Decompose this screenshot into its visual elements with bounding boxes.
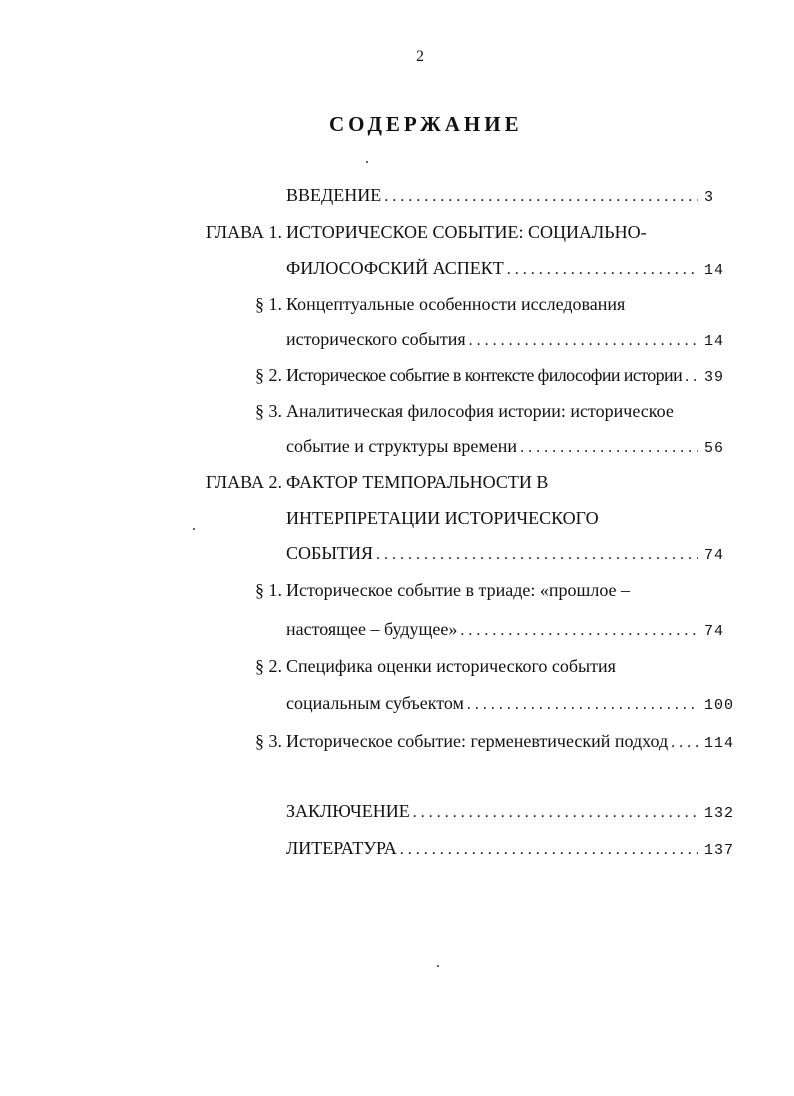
page-number: 2 bbox=[416, 48, 424, 65]
toc-entry-section-2-3[interactable] bbox=[286, 728, 738, 754]
scan-speck bbox=[366, 161, 368, 163]
section-title-line: Аналитическая философия истории: историческое bbox=[286, 401, 674, 421]
leader-dots bbox=[469, 328, 698, 354]
leader-dots bbox=[671, 730, 698, 756]
section-title-line: Историческое событие в триаде: «прошлое – bbox=[286, 580, 631, 600]
toc-entry-section-2-2[interactable] bbox=[286, 690, 738, 716]
toc-entry-label: ЛИТЕРАТУРА bbox=[286, 838, 397, 858]
toc-page-number: 14 bbox=[704, 262, 725, 279]
toc-entry-label: социальным субъектом bbox=[286, 693, 464, 713]
toc-entry-label: исторического события bbox=[286, 329, 466, 349]
toc-entry-section-1-2[interactable] bbox=[286, 362, 738, 388]
toc-entry-label: ВВЕДЕНИЕ bbox=[286, 185, 382, 205]
section-prefix: § 3. bbox=[255, 731, 282, 751]
toc-entry-chapter-2[interactable] bbox=[286, 540, 738, 566]
toc-entry-intro[interactable] bbox=[286, 182, 738, 208]
toc-page-number: 39 bbox=[704, 369, 725, 386]
leader-dots bbox=[520, 435, 698, 461]
toc-entry-label: ФИЛОСОФСКИЙ АСПЕКТ bbox=[286, 258, 504, 278]
toc-page-number: 56 bbox=[704, 440, 725, 457]
toc-entry-section-1-1[interactable] bbox=[286, 326, 738, 352]
section-prefix: § 2. bbox=[255, 365, 282, 385]
toc-entry-section-1-3[interactable] bbox=[286, 433, 738, 459]
leader-dots bbox=[460, 618, 698, 644]
toc-page-number: 74 bbox=[704, 547, 725, 564]
chapter-title-line: ИНТЕРПРЕТАЦИИ ИСТОРИЧЕСКОГО bbox=[286, 508, 599, 528]
page-title: СОДЕРЖАНИЕ bbox=[329, 112, 523, 136]
toc-entry-literature[interactable] bbox=[286, 835, 738, 861]
scan-speck bbox=[437, 965, 439, 967]
toc-entry-label: Историческое событие: герменевтический подход bbox=[286, 731, 669, 751]
chapter-prefix: ГЛАВА 1. bbox=[205, 222, 282, 242]
chapter-prefix: ГЛАВА 2. bbox=[205, 472, 282, 492]
toc-page-number: 137 bbox=[704, 842, 735, 859]
section-prefix: § 3. bbox=[255, 401, 282, 421]
section-prefix: § 1. bbox=[255, 294, 282, 314]
toc-page-number: 3 bbox=[704, 189, 715, 206]
leader-dots bbox=[376, 542, 698, 568]
section-title-line: Концептуальные особенности исследования bbox=[286, 294, 626, 314]
leader-dots bbox=[413, 800, 698, 826]
leader-dots bbox=[685, 364, 698, 390]
toc-entry-conclusion[interactable] bbox=[286, 798, 738, 824]
leader-dots bbox=[467, 692, 698, 718]
section-prefix: § 1. bbox=[255, 580, 282, 600]
toc-entry-label: настоящее – будущее» bbox=[286, 619, 458, 639]
toc-page-number: 114 bbox=[704, 735, 735, 752]
toc-page-number: 132 bbox=[704, 805, 735, 822]
chapter-title-line: ИСТОРИЧЕСКОЕ СОБЫТИЕ: СОЦИАЛЬНО- bbox=[286, 222, 647, 242]
toc-entry-label: ЗАКЛЮЧЕНИЕ bbox=[286, 801, 410, 821]
section-title-line: Специфика оценки исторического события bbox=[286, 656, 616, 676]
section-prefix: § 2. bbox=[255, 656, 282, 676]
toc-page-number: 100 bbox=[704, 697, 735, 714]
toc-entry-label: СОБЫТИЯ bbox=[286, 543, 374, 563]
toc-page-number: 14 bbox=[704, 333, 725, 350]
toc-entry-chapter-1[interactable] bbox=[286, 255, 738, 281]
toc-entry-label: Историческое событие в контексте философии истории bbox=[286, 365, 683, 385]
toc-entry-section-2-1[interactable] bbox=[286, 616, 738, 642]
leader-dots bbox=[400, 837, 698, 863]
leader-dots bbox=[384, 184, 698, 210]
leader-dots bbox=[507, 257, 698, 283]
chapter-title-line: ФАКТОР ТЕМПОРАЛЬНОСТИ В bbox=[286, 472, 549, 492]
toc-entry-label: событие и структуры времени bbox=[286, 436, 518, 456]
toc-page-number: 74 bbox=[704, 623, 725, 640]
scan-speck bbox=[193, 528, 195, 530]
